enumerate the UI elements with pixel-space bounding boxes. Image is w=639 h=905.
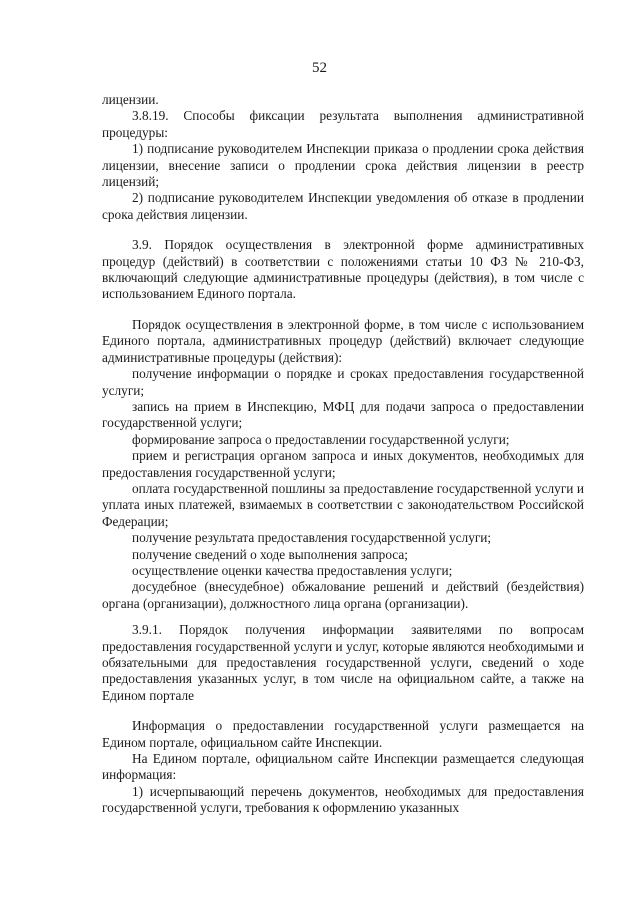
list-item-info: получение информации о порядке и сроках предоставления государственной услуги; xyxy=(102,366,584,398)
list-item-registration: прием и регистрация органом запроса и иных документов, необходимых для предоставления государственной услуги; xyxy=(102,448,584,480)
document-body xyxy=(102,92,584,817)
list-item-payment: оплата государственной пошлины за предоставление государственной услуги и уплата иных платежей, взимаемых в соответствии с законодательством Российской Федерации; xyxy=(102,480,584,529)
paragraph-3-8-19: 3.8.19. Способы фиксации результата выполнения административной процедуры: xyxy=(102,108,584,140)
list-item-quality: осуществление оценки качества предоставления услуги; xyxy=(132,562,453,578)
spacer xyxy=(102,704,584,718)
spacer xyxy=(102,612,584,622)
paragraph-info-placement: Информация о предоставлении государственной услуги размещается на Едином портале, официальном сайте Инспекции. xyxy=(102,718,584,750)
paragraph-portal-info: На Едином портале, официальном сайте Инспекции размещается следующая информация: xyxy=(102,751,584,783)
list-item-documents: 1) исчерпывающий перечень документов, необходимых для предоставления государственной услуги, требования к оформлению указанных xyxy=(102,783,584,816)
paragraph-3-9: 3.9. Порядок осуществления в электронной форме административных процедур (действий) в соответствии с положениями статьи 10 ФЗ № 210-ФЗ, включающий следующие административные процедуры (действия), в том числе с использованием Единого портала. xyxy=(102,237,584,302)
list-item-request-forming: формирование запроса о предоставлении государственной услуги; xyxy=(132,431,510,447)
paragraph-3-9-1: 3.9.1. Порядок получения информации заявителями по вопросам предоставления государственной услуги и услуг, которые являются необходимыми и обязательными для предоставления государственной услуги, сведений о ходе предоставления указанных услуг, в том числе на официальном сайте, а также на Едином портале xyxy=(102,622,584,703)
paragraph-electronic-order: Порядок осуществления в электронной форме, в том числе с использованием Единого портала, административных процедур (действий) включает следующие административные процедуры (действия): xyxy=(102,316,584,365)
paragraph-fixation-2: 2) подписание руководителем Инспекции уведомления об отказе в продлении срока действия лицензии. xyxy=(102,190,584,222)
paragraph-fixation-1: 1) подписание руководителем Инспекции приказа о продлении срока действия лицензии, внесение записи о продлении срока действия лицензии в реестр лицензий; xyxy=(102,141,584,190)
list-item-result: получение результата предоставления государственной услуги; xyxy=(132,530,492,546)
paragraph-license-end: лицензии. xyxy=(102,92,159,107)
list-item-appointment: запись на прием в Инспекцию, МФЦ для подачи запроса о предоставлении государственной услуги; xyxy=(102,398,584,431)
page-number: 52 xyxy=(312,60,327,76)
spacer xyxy=(102,223,584,237)
spacer xyxy=(102,303,584,317)
list-item-appeal: досудебное (внесудебное) обжалование решений и действий (бездействия) органа (организации), должностного лица органа (организации). xyxy=(102,579,584,611)
list-item-progress: получение сведений о ходе выполнения запроса; xyxy=(132,546,408,562)
